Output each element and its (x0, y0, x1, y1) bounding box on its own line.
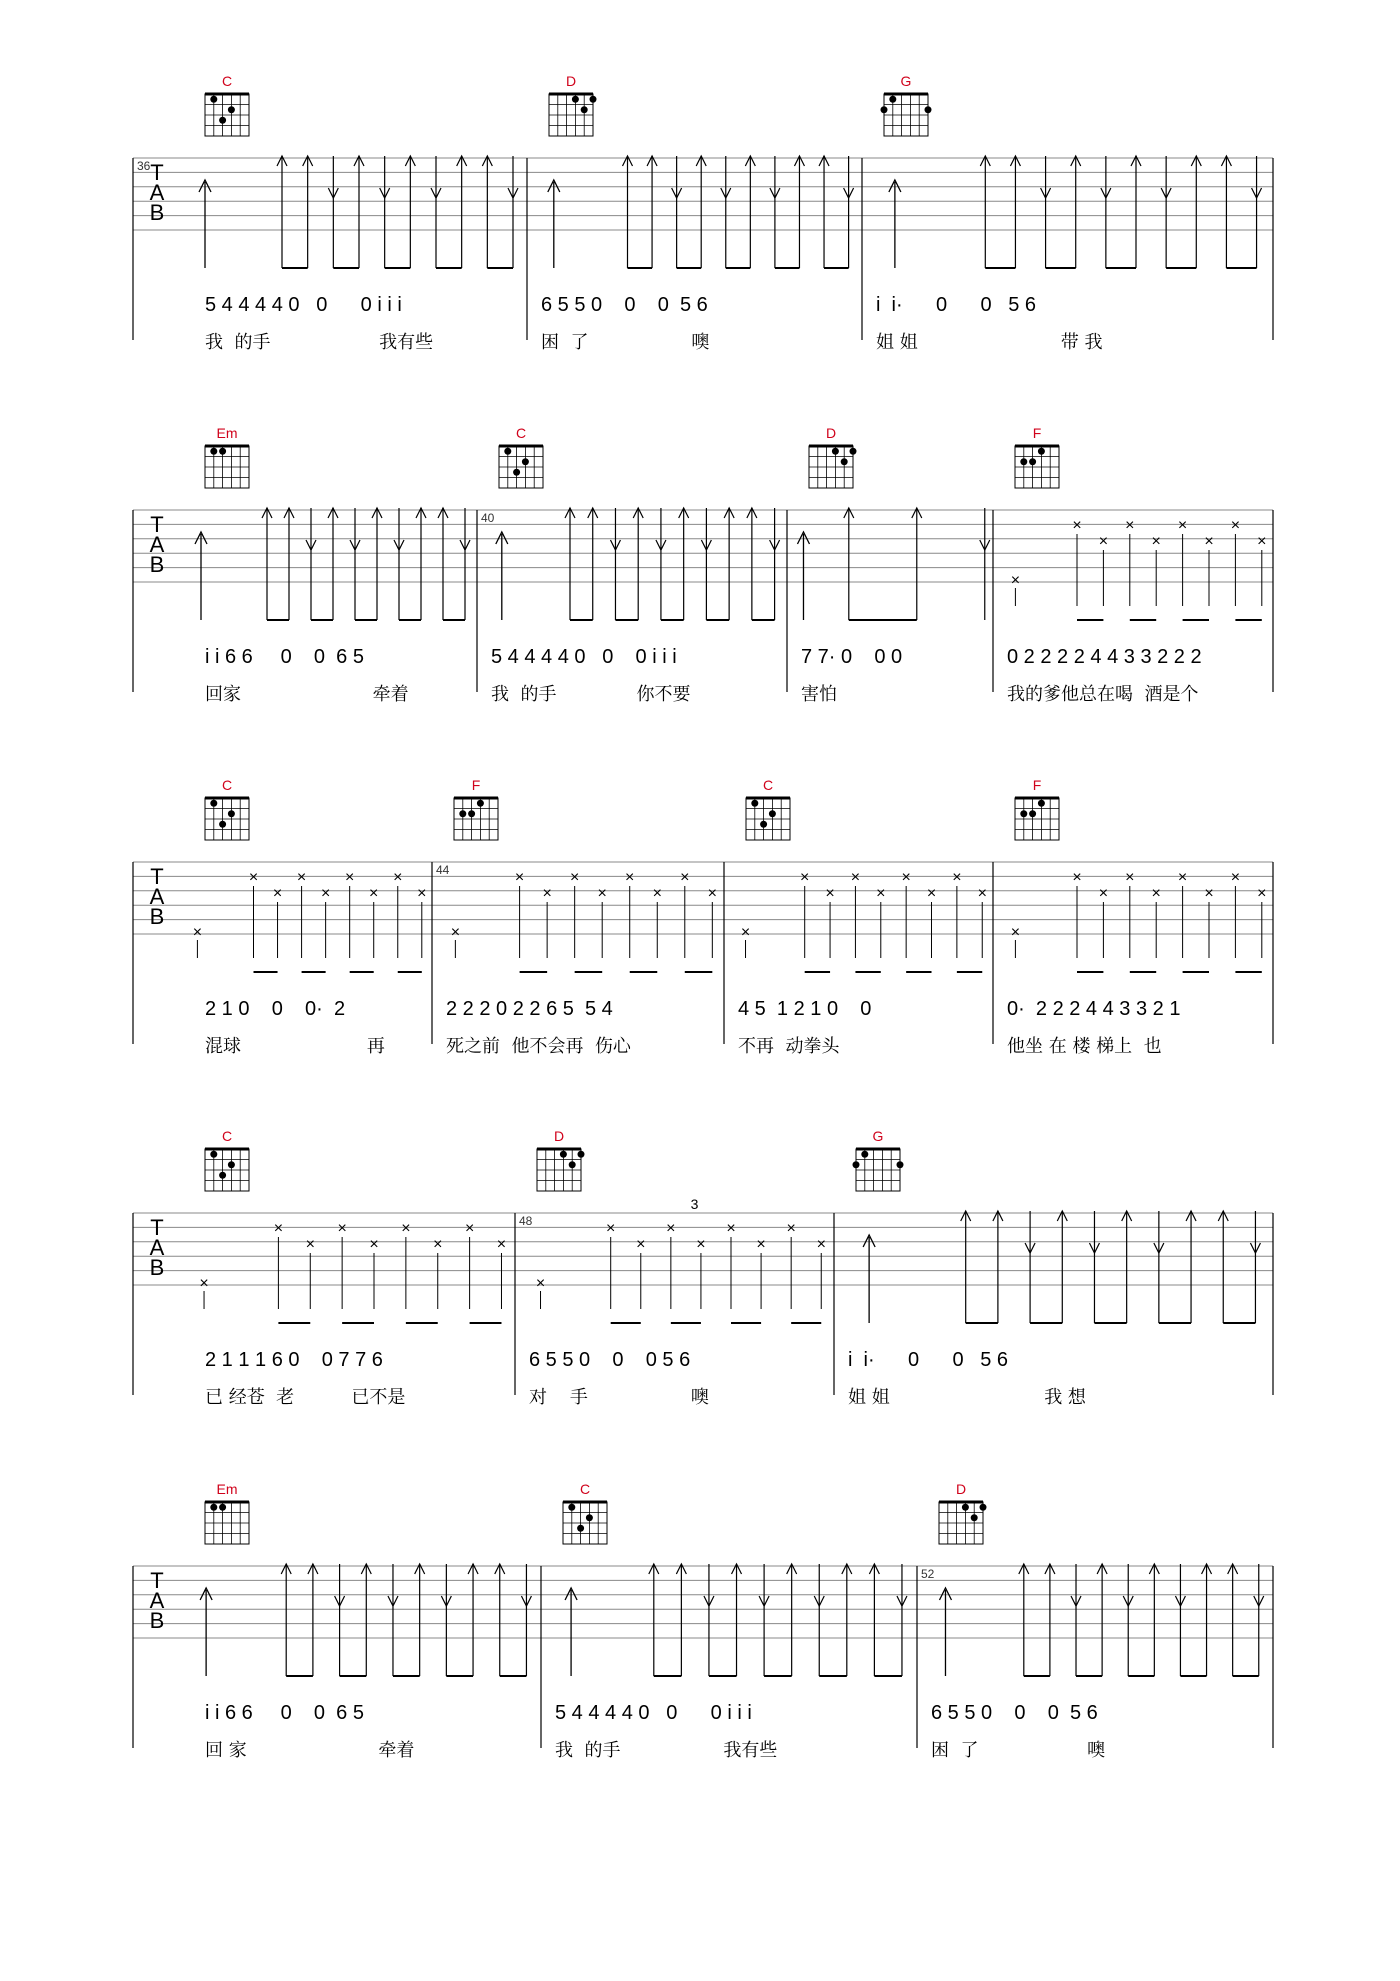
measure-number: 52 (921, 1567, 935, 1581)
mute-mark: × (707, 885, 717, 902)
mute-mark: × (977, 885, 987, 902)
mute-mark: × (726, 1220, 736, 1237)
mute-mark: × (1125, 869, 1135, 886)
mute-mark: × (1204, 533, 1214, 550)
mute-mark: × (248, 869, 259, 886)
lyric-line: 死之前 他不会再 伤心 (446, 1036, 631, 1057)
chord-diagram-f (1015, 425, 1059, 488)
chord-name: D (553, 1128, 565, 1144)
jianpu-notation: 2 1 0 0 0· 2 (205, 998, 346, 1020)
chord-name: D (565, 73, 577, 89)
mute-mark: × (1010, 924, 1021, 941)
chord-diagram-c (499, 425, 543, 488)
mute-mark: × (1072, 517, 1082, 534)
jianpu-notation: 5 4 4 4 4 0 0 0 i i i (205, 294, 402, 316)
jianpu-notation: 6 5 5 0 0 0 5 6 (931, 1702, 1098, 1724)
chord-name: C (579, 1481, 591, 1497)
mute-mark: × (800, 869, 810, 886)
mute-mark: × (696, 1236, 706, 1253)
strum-pattern (741, 869, 987, 972)
mute-mark: × (1257, 533, 1267, 550)
mute-mark: × (756, 1236, 766, 1253)
mute-mark: × (825, 885, 835, 902)
lyric-line: 我 的手 你不要 (491, 684, 691, 705)
mute-mark: × (514, 869, 525, 886)
lyric-line: 困 了 噢 (931, 1740, 1106, 1761)
strum-pattern (451, 869, 717, 972)
jianpu-notation: 5 4 4 4 4 0 0 0 i i i (491, 646, 677, 668)
mute-mark: × (1177, 869, 1188, 886)
mute-mark: × (417, 885, 427, 902)
strum-pattern (1011, 869, 1267, 972)
mute-mark: × (680, 869, 690, 886)
mute-mark: × (1151, 885, 1161, 902)
mute-mark: × (1098, 533, 1109, 550)
mute-mark: × (606, 1220, 616, 1237)
chord-diagram-d (537, 1128, 585, 1191)
triplet-mark: 3 (690, 1196, 699, 1212)
mute-mark: × (320, 885, 331, 902)
mute-mark: × (850, 869, 861, 886)
mute-mark: × (597, 885, 607, 902)
mute-mark: × (1204, 885, 1214, 902)
measure-number: 48 (519, 1214, 533, 1228)
mute-mark: × (337, 1220, 347, 1237)
lyric-line: 困 了 噢 (541, 332, 710, 353)
chord-diagram-c (563, 1481, 607, 1544)
chord-diagram-em (205, 1481, 249, 1544)
mute-mark: × (496, 1236, 507, 1253)
mute-mark: × (1072, 869, 1082, 886)
mute-mark: × (1257, 885, 1267, 902)
lyric-line: 回家 牵着 (205, 684, 409, 705)
chord-name: C (762, 777, 774, 793)
lyric-line: 我 的手 我有些 (205, 332, 434, 353)
mute-mark: × (542, 885, 552, 902)
mute-mark: × (666, 1220, 676, 1237)
mute-mark: × (433, 1236, 443, 1253)
jianpu-notation: 4 5 1 2 1 0 0 (738, 998, 872, 1020)
mute-mark: × (1125, 517, 1135, 534)
mute-mark: × (1230, 869, 1241, 886)
chord-name: F (471, 777, 481, 793)
mute-mark: × (199, 1275, 209, 1292)
lyric-line: 他坐 在 楼 梯上 也 (1007, 1036, 1162, 1057)
tab-clef-letter: B (149, 1608, 165, 1633)
mute-mark: × (393, 869, 403, 886)
jianpu-notation: 6 5 5 0 0 0 5 6 (529, 1349, 691, 1371)
mute-mark: × (652, 885, 662, 902)
strum-pattern (1011, 517, 1267, 620)
chord-name: D (955, 1481, 967, 1497)
tab-clef-letter: A (149, 1235, 165, 1260)
tab-clef-letter: B (149, 552, 165, 577)
mute-mark: × (1230, 517, 1241, 534)
mute-mark: × (192, 924, 203, 941)
mute-mark: × (305, 1236, 315, 1253)
chord-name: F (1032, 425, 1042, 441)
mute-mark: × (625, 869, 635, 886)
lyric-line: 我 的手 我有些 (555, 1740, 778, 1761)
strum-pattern (199, 1220, 506, 1323)
chord-name: C (221, 1128, 233, 1144)
mute-mark: × (901, 869, 911, 886)
tab-clef-letter: B (149, 904, 165, 929)
system-1 (133, 158, 1273, 353)
chord-diagram-em (205, 425, 249, 488)
chord-diagram-g (853, 1128, 904, 1191)
mute-mark: × (816, 1236, 826, 1253)
chord-diagram-d (549, 73, 597, 136)
chord-diagram-d (939, 1481, 987, 1544)
lyric-line: 害怕 (801, 684, 837, 705)
chord-name: F (1032, 777, 1042, 793)
mute-mark: × (740, 924, 751, 941)
chord-diagram-f (454, 777, 498, 840)
lyric-line: 对 手 噢 (529, 1387, 709, 1408)
chord-diagram-d (809, 425, 857, 488)
jianpu-notation: i i· 0 0 5 6 (848, 1349, 1009, 1371)
lyric-line: 我的爹他总在喝 酒是个 (1007, 684, 1199, 705)
mute-mark: × (296, 869, 307, 886)
chord-diagram-g (881, 73, 932, 136)
mute-mark: × (952, 869, 962, 886)
chord-name: D (825, 425, 837, 441)
mute-mark: × (1177, 517, 1188, 534)
chord-name: C (221, 73, 233, 89)
jianpu-notation: 5 4 4 4 4 0 0 0 i i i (555, 1702, 752, 1724)
jianpu-notation: i i 6 6 0 0 6 5 (205, 646, 364, 668)
mute-mark: × (273, 1220, 284, 1237)
system-4 (133, 1196, 1273, 1408)
tab-clef-letter: B (149, 1255, 165, 1280)
mute-mark: × (369, 1236, 379, 1253)
tab-clef-letter: A (149, 532, 165, 557)
lyric-line: 不再 动拳头 (738, 1036, 840, 1057)
chord-name: C (221, 777, 233, 793)
mute-mark: × (876, 885, 886, 902)
jianpu-notation: i i 6 6 0 0 6 5 (205, 1702, 364, 1724)
chord-name: G (872, 1128, 884, 1144)
tab-clef-letter: A (149, 1588, 165, 1613)
mute-mark: × (464, 1220, 475, 1237)
chord-name: Em (216, 425, 238, 441)
lyric-line: 混球 再 (205, 1036, 385, 1057)
tab-clef-letter: A (149, 180, 165, 205)
measure-number: 40 (481, 511, 495, 525)
chord-diagram-c (205, 1128, 249, 1191)
tab-clef-letter: T (150, 160, 164, 185)
mute-mark: × (1151, 533, 1161, 550)
jianpu-notation: 6 5 5 0 0 0 5 6 (541, 294, 708, 316)
mute-mark: × (272, 885, 283, 902)
mute-mark: × (535, 1275, 546, 1292)
tab-clef-letter: T (150, 1568, 164, 1593)
mute-mark: × (401, 1220, 411, 1237)
jianpu-notation: 2 2 2 0 2 2 6 5 5 4 (446, 998, 613, 1020)
lyric-line: 已 经苍 老 已不是 (205, 1387, 406, 1408)
mute-mark: × (786, 1220, 796, 1237)
jianpu-notation: 0 2 2 2 2 4 4 3 3 2 2 2 (1007, 646, 1202, 668)
mute-mark: × (1098, 885, 1109, 902)
strum-pattern (536, 1220, 826, 1323)
chord-name: G (900, 73, 912, 89)
strum-pattern (193, 869, 427, 972)
mute-mark: × (926, 885, 937, 902)
lyric-line: 回 家 牵着 (205, 1740, 415, 1761)
chord-diagram-c (205, 777, 249, 840)
mute-mark: × (636, 1236, 646, 1253)
chord-diagram-c (205, 73, 249, 136)
tab-clef-letter: A (149, 884, 165, 909)
mute-mark: × (369, 885, 379, 902)
measure-number: 44 (436, 863, 450, 877)
jianpu-notation: 2 1 1 1 6 0 0 7 7 6 (205, 1349, 383, 1371)
chord-diagram-f (1015, 777, 1059, 840)
lyric-line: 姐 姐 我 想 (848, 1387, 1086, 1408)
tab-clef-letter: T (150, 1215, 164, 1240)
mute-mark: × (569, 869, 580, 886)
chord-name: Em (216, 1481, 238, 1497)
mute-mark: × (450, 924, 461, 941)
mute-mark: × (344, 869, 355, 886)
chord-diagram-c (746, 777, 790, 840)
lyric-line: 姐 姐 带 我 (876, 332, 1103, 353)
chord-name: C (515, 425, 527, 441)
mute-mark: × (1010, 572, 1021, 589)
measure-number: 36 (137, 159, 151, 173)
jianpu-notation: 0· 2 2 2 4 4 3 3 2 1 (1007, 998, 1181, 1020)
jianpu-notation: 7 7· 0 0 0 (801, 646, 903, 668)
tab-clef-letter: B (149, 200, 165, 225)
jianpu-notation: i i· 0 0 5 6 (876, 294, 1037, 316)
tab-clef-letter: T (150, 512, 164, 537)
tab-clef-letter: T (150, 864, 164, 889)
